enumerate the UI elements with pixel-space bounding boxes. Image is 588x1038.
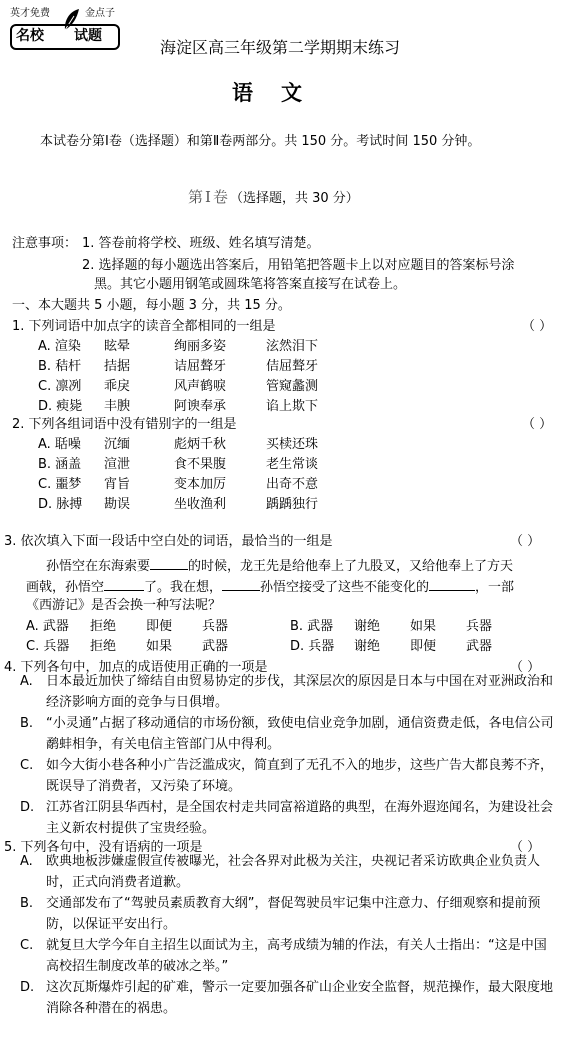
option-cell: 眩晕 [104,339,131,354]
option-cell: 如果 [410,619,437,634]
answer-paren-1: （ ） [522,319,553,334]
option-cell: 武器 [202,639,229,654]
option-cell: 绚丽多姿 [174,339,227,354]
option-cell: 泫然泪下 [266,339,319,354]
note-item-2: 2. 选择题的每小题选出答案后，用铅笔把答题卡上以对应题目的答案标号涂 [82,258,515,273]
option-cell: 即便 [410,639,437,654]
question-4-option-a [20,671,558,713]
fill-blank-2 [104,576,144,591]
option-label: C. [20,938,34,953]
question-2-stem: 2. 下列各组词语中没有错别字的一组是 [12,417,237,432]
option-cell: 出奇不意 [266,477,319,492]
option-cell: 兵器 [466,619,493,634]
option-cell: 丰腴 [104,399,131,414]
option-cell: 勘误 [104,497,131,512]
part-heading [188,186,359,207]
option-text: 江苏省江阴县华西村，是全国农村走共同富裕道路的典型，在海外遐迩闻名，为建设社会主义新农村提供了宝贵经验。 [46,800,554,836]
option-cell: 拒绝 [90,619,117,634]
question-1-options [38,338,366,416]
question-4-option-c [20,755,558,797]
logo-word-right: 试题 [74,28,102,44]
option-cell: C. 凛冽 [38,379,82,394]
answer-paren-4: （ ） [510,660,541,675]
passage-text: 的时候，龙王先是给他奉上了九股叉，又给他奉上了方天 [188,559,514,574]
option-cell: 兵器 [202,619,229,634]
subject-title: 语文 [232,81,330,105]
option-label: B. [20,896,34,911]
question-3-option-c [26,638,264,656]
option-text: 欧典地板涉嫌虚假宣传被曝光，社会各界对此极为关注，央视记者采访欧典企业负责人时，正式向消费者道歉。 [46,854,541,890]
passage-text: 了。我在想， [144,580,223,595]
option-cell: A. 渲染 [38,339,81,354]
option-cell: D. 脉搏 [38,497,83,512]
question-5-option-d [20,977,558,1019]
option-cell: 老生常谈 [266,457,319,472]
option-cell: 谢绝 [354,619,381,634]
logo-word-left: 名校 [16,28,44,44]
fill-blank-1 [150,555,188,570]
fill-blank-4 [429,576,475,591]
question-3-option-d [290,638,528,656]
option-cell: 佶屈聱牙 [266,359,319,374]
option-cell: 谢绝 [354,639,381,654]
passage-text: 孙悟空在东海索要 [46,559,151,574]
option-text: 日本最近加快了缔结自由贸易协定的步伐，其深层次的原因是日本与中国在对亚洲政治和经济影响方面的竞争与日俱增。 [46,674,554,710]
option-cell: 坐收渔利 [174,497,227,512]
logo-tag-left: 英才免费 [10,8,50,19]
logo-tag-right: 金点子 [85,8,115,19]
question-3-passage-line-2 [26,576,514,597]
option-cell: D. 兵器 [290,639,335,654]
option-cell: 谄上欺下 [266,399,319,414]
answer-paren-3: （ ） [510,534,541,549]
option-cell: 武器 [466,639,493,654]
question-5-option-c [20,935,558,977]
option-cell: 阿谀奉承 [174,399,227,414]
fill-blank-3 [222,576,260,591]
option-cell: 彪炳千秋 [174,437,227,452]
site-logo [10,8,122,52]
option-cell: 如果 [146,639,173,654]
option-cell: B. 武器 [290,619,334,634]
option-cell: 管窥蠡测 [266,379,319,394]
part-heading-main: 第Ⅰ卷 [188,188,230,206]
answer-paren-5: （ ） [510,840,541,855]
note-item-1: 1. 答卷前将学校、班级、姓名填写清楚。 [82,236,320,251]
question-3-stem: 3. 依次填入下面一段话中空白处的词语，最恰当的一组是 [4,534,333,549]
option-text: 就复旦大学今年自主招生以面试为主，高考成绩为辅的作法，有关人士指出：“这是中国高校招生制度改革的破冰之举。” [46,938,547,974]
option-cell: 拮据 [104,359,131,374]
note-item-2-cont: 黑。其它小题用钢笔或圆珠笔将答案直接写在试卷上。 [94,277,407,292]
option-cell: B. 涵盖 [38,457,82,472]
option-cell: C. 兵器 [26,639,70,654]
question-5-option-a [20,851,558,893]
option-cell: 诘屈聱牙 [174,359,227,374]
question-1-stem: 1. 下列词语中加点字的读音全都相同的一组是 [12,319,276,334]
passage-text: 画戟，孙悟空 [26,580,105,595]
option-label: A. [20,674,33,689]
option-cell: B. 秸杆 [38,359,82,374]
answer-paren-2: （ ） [522,417,553,432]
question-3-passage-line-1 [46,555,513,576]
option-cell: 渲泄 [104,457,131,472]
option-text: 如今大街小巷各种小广告泛滥成灾，简直到了无孔不入的地步，这些广告大都良莠不齐，既误导了消费者，又污染了环境。 [46,758,554,794]
option-cell: 沉缅 [104,437,131,452]
option-label: D. [20,980,35,995]
option-cell: 乖戾 [104,379,131,394]
question-5-option-b [20,893,558,935]
option-cell: A. 聒噪 [38,437,81,452]
option-cell: 买椟还珠 [266,437,319,452]
option-label: D. [20,800,35,815]
option-cell: 食不果腹 [174,457,227,472]
question-3-passage-line-3: 《西游记》是否会换一种写法呢？ [26,598,222,613]
notes-label: 注意事项： [12,236,78,251]
exam-title: 海淀区高三年级第二学期期末练习 [160,38,401,57]
option-label: A. [20,854,33,869]
question-4-stem: 4. 下列各句中，加点的成语使用正确的一项是 [4,660,268,675]
option-label: C. [20,758,34,773]
option-cell: A. 武器 [26,619,69,634]
option-label: B. [20,716,34,731]
question-3-option-a [26,618,264,636]
question-2-options [38,436,366,514]
option-cell: 宵旨 [104,477,131,492]
exam-intro: 本试卷分第Ⅰ卷（选择题）和第Ⅱ卷两部分。共 150 分。考试时间 150 分钟。 [40,134,481,149]
passage-text: 孙悟空接受了这些不能变化的 [260,580,430,595]
option-cell: C. 噩梦 [38,477,82,492]
option-cell: 拒绝 [90,639,117,654]
option-text: 这次瓦斯爆炸引起的矿难，警示一定要加强各矿山企业安全监督，规范操作，最大限度地消除各种潜在的祸患。 [46,980,554,1016]
option-text: 交通部发布了“驾驶员素质教育大纲”，督促驾驶员牢记集中注意力、仔细观察和提前预防，以保证平安出行。 [46,896,541,932]
option-text: “小灵通”占据了移动通信的市场份额，致使电信业竞争加剧，通信资费走低，各电信公司鹬蚌相争，有关电信主管部门从中得利。 [46,716,554,752]
part-heading-sub: （选择题，共 30 分） [229,191,359,206]
option-cell: 即便 [146,619,173,634]
option-cell: D. 瘐毙 [38,399,83,414]
option-cell: 风声鹤唳 [174,379,227,394]
passage-text: ，一部 [475,580,515,595]
section-heading: 一、本大题共 5 小题，每小题 3 分，共 15 分。 [12,298,291,313]
question-3-option-b [290,618,528,636]
option-cell: 变本加厉 [174,477,227,492]
question-4-option-d [20,797,558,839]
question-5-stem: 5. 下列各句中，没有语病的一项是 [4,840,203,855]
option-cell: 踽踽独行 [266,497,319,512]
question-4-option-b [20,713,558,755]
